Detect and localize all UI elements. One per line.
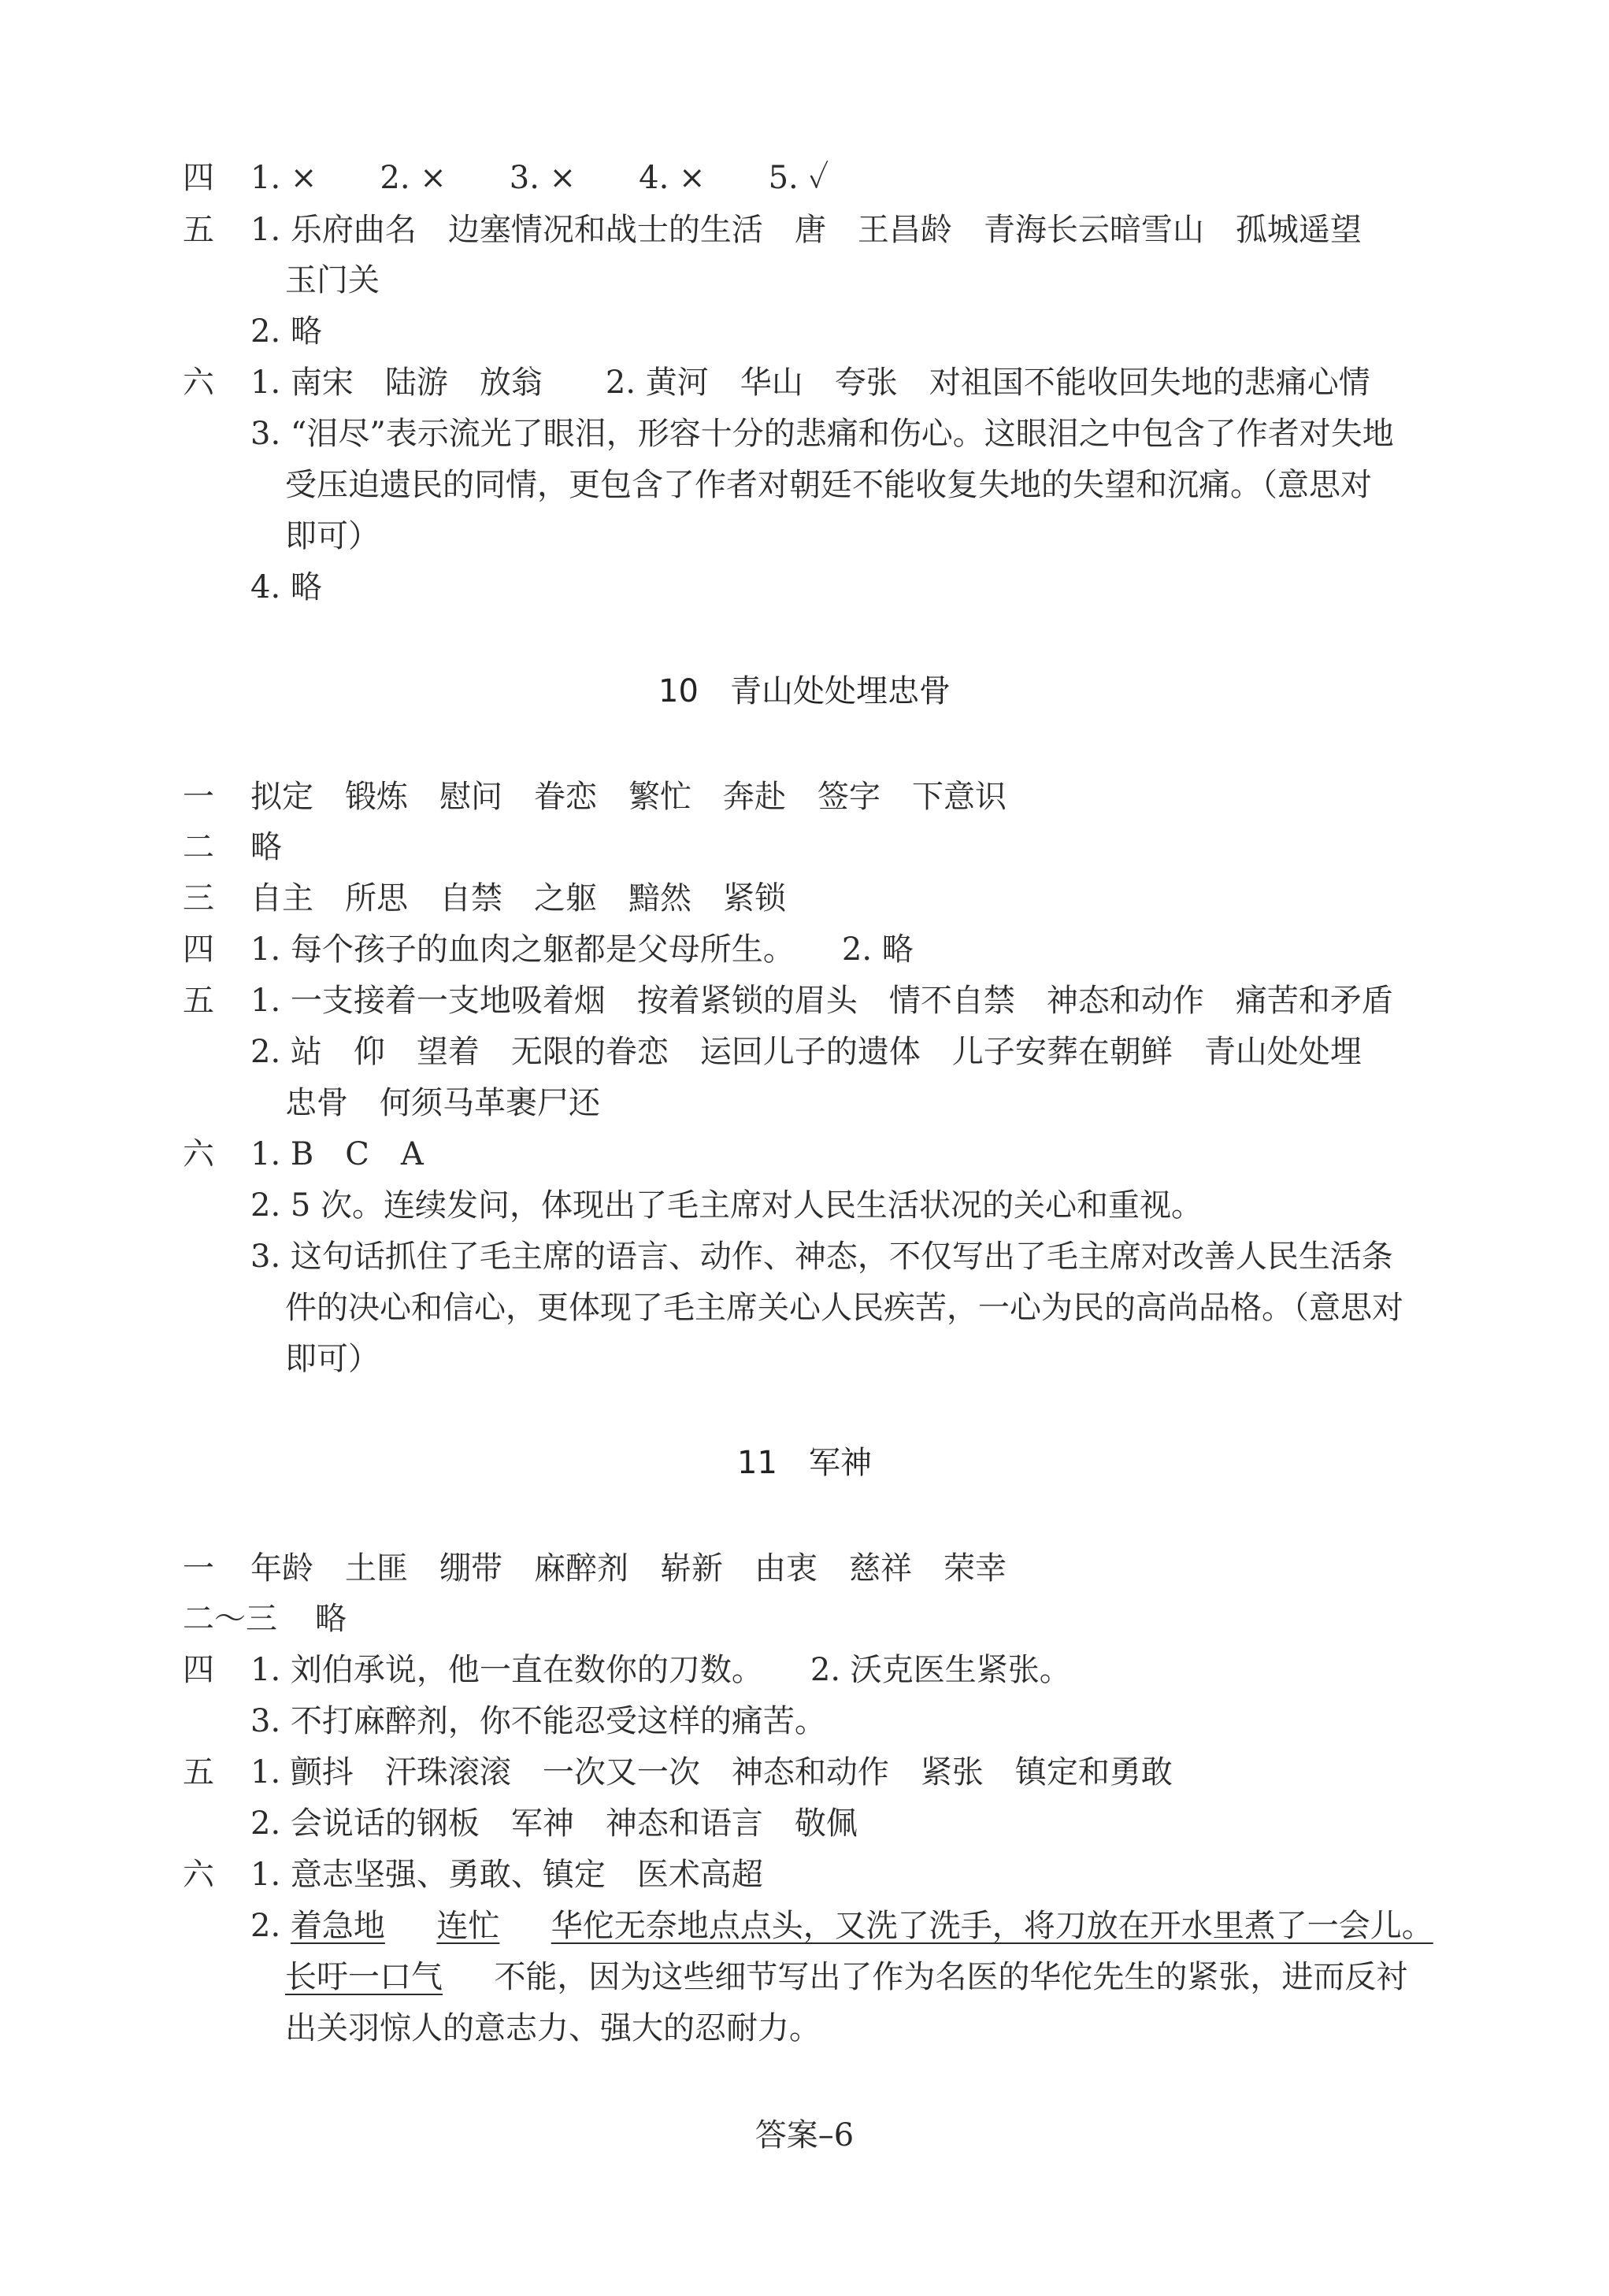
answer-line: 年龄 土匪 绷带 麻醉剂 崭新 由衷 慈祥 荣幸 bbox=[250, 1550, 1007, 1587]
q-label-san: 三 bbox=[183, 880, 214, 917]
answer-line: 拟定 锻炼 慰问 眷恋 繁忙 奔赴 签字 下意识 bbox=[250, 779, 1007, 815]
answer-line: 即可） bbox=[285, 1341, 380, 1377]
answer-line: 2. 略 bbox=[250, 313, 322, 350]
answer-line: 件的决心和信心，更体现了毛主席关心人民疾苦，一心为民的高尚品格。（意思对 bbox=[285, 1290, 1403, 1326]
answer-line: 出关羽惊人的意志力、强大的忍耐力。 bbox=[285, 2010, 821, 2046]
section-title: 11 军神 bbox=[737, 1445, 872, 1481]
underlined-phrase: 长吁一口气 bbox=[285, 1959, 443, 1995]
answer-line: 4. 略 bbox=[250, 569, 322, 605]
underlined-phrase: 着急地 bbox=[290, 1908, 385, 1944]
q-label-liu: 六 bbox=[183, 365, 214, 401]
answer-line: 3. 不打麻醉剂，你不能忍受这样的痛苦。 bbox=[250, 1703, 826, 1739]
q-label-liu: 六 bbox=[183, 1136, 214, 1172]
answer-line: 1. 刘伯承说，他一直在数你的刀数。 2. 沃克医生紧张。 bbox=[250, 1652, 1071, 1688]
answer-line: 1. 每个孩子的血肉之躯都是父母所生。 2. 略 bbox=[250, 931, 914, 968]
answer-line: 3. 这句话抓住了毛主席的语言、动作、神态，不仅写出了毛主席对改善人民生活条 bbox=[250, 1239, 1393, 1275]
answer-line: 1. × 2. × 3. × 4. × 5. ✓ bbox=[250, 160, 829, 196]
q-label-wu: 五 bbox=[183, 212, 214, 248]
answer-line: 忠骨 何须马革裹尸还 bbox=[285, 1085, 600, 1121]
answer-line: 2. 站 仰 望着 无限的眷恋 运回儿子的遗体 儿子安葬在朝鲜 青山处处埋 bbox=[250, 1034, 1362, 1070]
item-number: 2. bbox=[250, 1908, 281, 1944]
section-title: 10 青山处处埋忠骨 bbox=[658, 673, 951, 709]
answer-line: 略 bbox=[315, 1601, 347, 1637]
answer-line: 1. 一支接着一支地吸着烟 按着紧锁的眉头 情不自禁 神态和动作 痛苦和矛盾 bbox=[250, 983, 1393, 1019]
q-label-yi: 一 bbox=[183, 779, 214, 815]
q-label-wu: 五 bbox=[183, 1754, 214, 1791]
answer-line: 3. “泪尽”表示流光了眼泪，形容十分的悲痛和伤心。这眼泪之中包含了作者对失地 bbox=[250, 416, 1394, 452]
answer-line: 1. 颤抖 汗珠滚滚 一次又一次 神态和动作 紧张 镇定和勇敢 bbox=[250, 1754, 1173, 1791]
answer-line: 自主 所思 自禁 之躯 黯然 紧锁 bbox=[250, 880, 786, 917]
q-label-er-san: 二～三 bbox=[183, 1601, 277, 1637]
answer-line: 1. 乐府曲名 边塞情况和战士的生活 唐 王昌龄 青海长云暗雪山 孤城遥望 bbox=[250, 212, 1362, 248]
q-label-er: 二 bbox=[183, 829, 214, 865]
answer-line: 1. 南宋 陆游 放翁 2. 黄河 华山 夸张 对祖国不能收回失地的悲痛心情 bbox=[250, 365, 1370, 401]
answer-line: 1. B C A bbox=[250, 1136, 424, 1172]
answer-line: 玉门关 bbox=[285, 262, 380, 298]
underlined-phrase: 连忙 bbox=[436, 1908, 500, 1944]
answer-line: 略 bbox=[250, 829, 282, 865]
page-footer: 答案–6 bbox=[754, 2117, 855, 2153]
q-label-liu: 六 bbox=[183, 1857, 214, 1893]
answer-text: 不能，因为这些细节写出了作为名医的华佗先生的紧张，进而反衬 bbox=[494, 1959, 1408, 1995]
answer-line: 即可） bbox=[285, 518, 380, 554]
answer-line-underlined bbox=[285, 1957, 1407, 1998]
q-label-si: 四 bbox=[183, 931, 214, 968]
q-label-si: 四 bbox=[183, 1652, 214, 1688]
underlined-phrase: 华佗无奈地点点头，又洗了洗手，将刀放在开水里煮了一会儿。 bbox=[551, 1908, 1433, 1944]
answer-line: 2. 会说话的钢板 军神 神态和语言 敬佩 bbox=[250, 1805, 858, 1842]
q-label-yi: 一 bbox=[183, 1550, 214, 1587]
answer-line-underlined bbox=[250, 1905, 1433, 1946]
q-label-wu: 五 bbox=[183, 983, 214, 1019]
q-label-si: 四 bbox=[183, 160, 214, 196]
answer-line: 2. 5 次。连续发问，体现出了毛主席对人民生活状况的关心和重视。 bbox=[250, 1187, 1203, 1224]
answer-line: 受压迫遗民的同情，更包含了作者对朝廷不能收复失地的失望和沉痛。（意思对 bbox=[285, 467, 1372, 503]
answer-line: 1. 意志坚强、勇敢、镇定 医术高超 bbox=[250, 1857, 763, 1893]
